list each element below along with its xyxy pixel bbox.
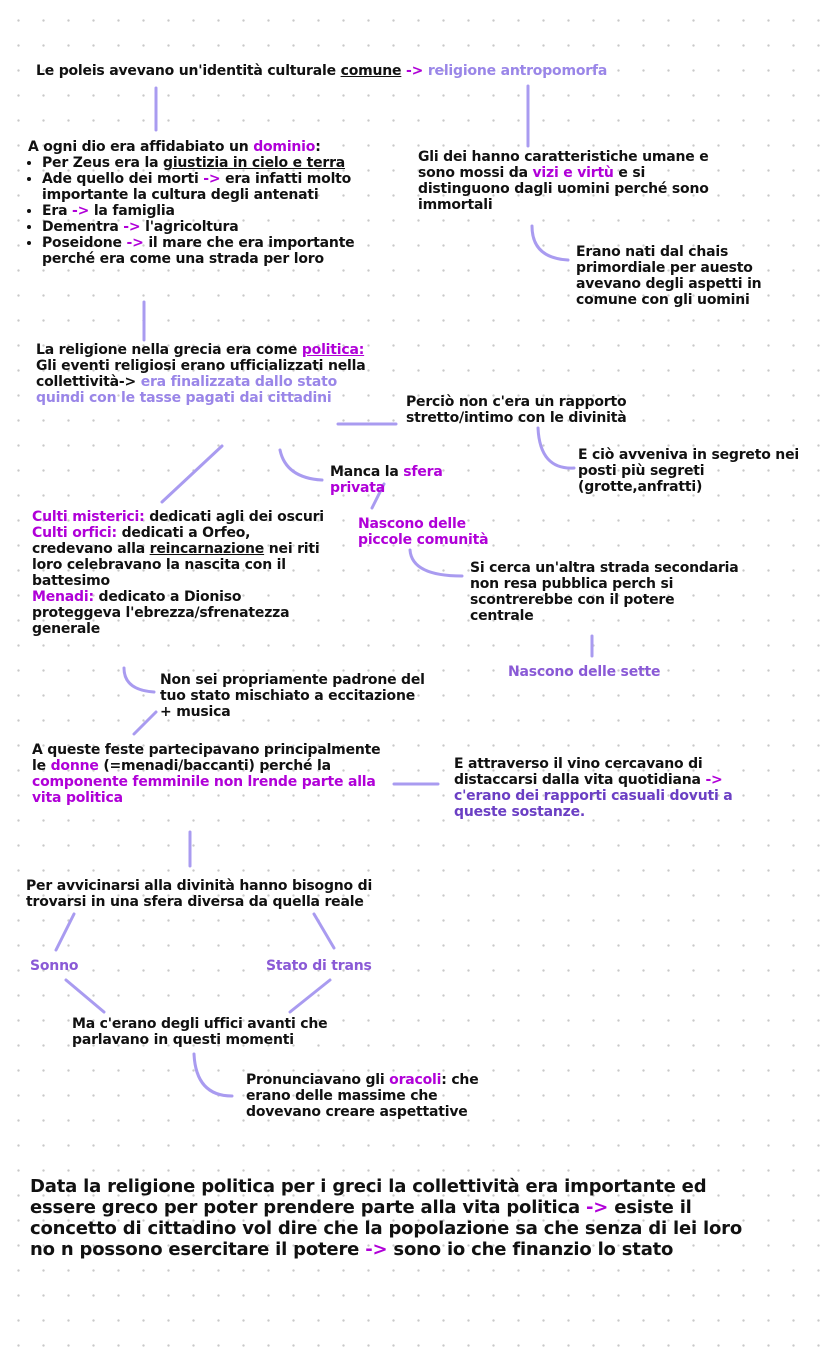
text: dedicati agli dei oscuri (144, 509, 324, 525)
text: esiste il concetto di cittadino vol dire che la popolazione sa che senza di lei loro no n possono esercitare il potere (30, 1197, 743, 1260)
note-padrone: Non sei propriamente padrone del tuo stato mischiato a eccitazione + musica (160, 672, 425, 720)
text: Per Zeus era la (42, 155, 163, 171)
list-item (42, 235, 378, 267)
keyword-oracoli: oracoli (389, 1072, 442, 1088)
note-uffici: Ma c'erano degli uffici avanti che parlavano in questi momenti (72, 1016, 328, 1048)
text: : che erano delle massime che dovevano creare aspettative (246, 1072, 479, 1120)
arrow-text: -> (705, 772, 723, 788)
gods-list (28, 155, 378, 267)
note-intro (28, 139, 378, 155)
connector (66, 980, 104, 1012)
culti-orfici (32, 525, 332, 589)
menadi (32, 589, 332, 637)
highlight-text: era finalizzata dallo stato quindi con le tasse pagati dai cittadini (36, 374, 338, 406)
note-poleis (36, 63, 607, 79)
note-feste (32, 742, 397, 806)
connector (532, 226, 568, 260)
note-sfera-privata (330, 464, 443, 496)
keyword-privata: privata (330, 480, 386, 496)
connector (134, 712, 156, 734)
note-dei (418, 149, 728, 213)
keyword-vizi: vizi e virtù (532, 165, 614, 181)
note-conclusione (30, 1176, 770, 1260)
text: Era (42, 203, 72, 219)
text: l'agricoltura (140, 219, 239, 235)
text: e si distinguono dagli uomini perché sono immortali (418, 165, 709, 213)
underlined-text: giustizia in cielo e terra (163, 155, 346, 171)
text: Ade quello dei morti (42, 171, 204, 187)
arrow-text: -> (586, 1197, 609, 1218)
keyword-dominio: dominio (253, 139, 316, 155)
note-sfera-diversa: Per avvicinarsi alla divinità hanno bisogno di trovarsi in una sfera diversa da quella reale (26, 878, 373, 910)
text: Dementra (42, 219, 124, 235)
note-chaos: Erano nati dal chais primordiale per auesto avevano degli aspetti in comune con gli uomini (576, 244, 762, 308)
underlined-text: reincarnazione (149, 541, 265, 557)
text: nei riti loro celebravano la nascita con il battesimo (32, 541, 320, 589)
note-comunita: Nascono delle piccole comunità (358, 516, 489, 548)
note-sette: Nascono delle sette (508, 664, 661, 680)
arrow-text: -> (123, 219, 141, 235)
label-orfici: Culti orfici: (32, 525, 117, 541)
text: Poseidone (42, 235, 127, 251)
note-culti (32, 509, 332, 637)
text: E attraverso il vino cercavano di distaccarsi dalla vita quotidiana (454, 756, 706, 788)
text: Pronunciavano gli (246, 1072, 390, 1088)
text-line (36, 342, 366, 358)
note-segreto: E ciò avveniva in segreto nei posti più segreti (grotte,anfratti) (578, 447, 799, 495)
text: : (315, 139, 321, 155)
note-oracoli (246, 1072, 486, 1120)
list-item (42, 203, 378, 219)
keyword-politica: politica: (301, 342, 365, 358)
connector (194, 1054, 232, 1096)
arrow-text: -> (365, 1239, 388, 1260)
highlight-text: religione antropomorfa (427, 63, 608, 79)
highlight-text: componente femminile non lrende parte alla vita politica (32, 774, 376, 806)
text: Data la religione politica per i greci la collettività era importante ed essere greco per poter prendere parte alla vita politica (30, 1176, 707, 1218)
connector (56, 914, 74, 950)
connector (538, 428, 574, 468)
label-misterici: Culti misterici: (32, 509, 145, 525)
connector (162, 446, 222, 502)
connector (280, 450, 322, 480)
text-line (36, 358, 366, 406)
note-text: Le poleis avevano un'identità culturale (36, 63, 341, 79)
text: La religione nella grecia era come (36, 342, 302, 358)
connector (410, 550, 462, 576)
underlined-text: comune (340, 63, 402, 79)
text: dedicati a Orfeo, credevano alla (32, 525, 251, 557)
list-item (42, 155, 378, 171)
keyword-donne: donne (50, 758, 99, 774)
arrow-text: -> (203, 171, 221, 187)
text-line (330, 464, 443, 480)
label-menadi: Menadi: (32, 589, 94, 605)
note-trans: Stato di trans (266, 958, 372, 974)
note-sonno: Sonno (30, 958, 79, 974)
arrow-text: -> (126, 235, 144, 251)
arrow-text: -> (72, 203, 90, 219)
text: Gli eventi religiosi erano ufficializzati nella collettività-> (36, 358, 366, 390)
note-rapporto: Perciò non c'era un rapporto stretto/intimo con le divinità (406, 394, 627, 426)
highlight-text: c'erano dei rapporti casuali dovuti a queste sostanze. (454, 788, 733, 820)
text: Manca la (330, 464, 404, 480)
connector (290, 980, 330, 1012)
text: era infatti molto importante la cultura degli antenati (42, 171, 352, 203)
text: dedicato a Dioniso proteggeva l'ebrezza/sfrenatezza generale (32, 589, 290, 637)
text: A ogni dio era affidabiato un (28, 139, 254, 155)
text: sono io che finanzio lo stato (387, 1239, 674, 1260)
note-strada-secondaria: Si cerca un'altra strada secondaria non resa pubblica perch si scontrerebbe con il potere centrale (470, 560, 739, 624)
list-item (42, 219, 378, 235)
list-item (42, 171, 378, 203)
connector (314, 914, 334, 948)
note-religione-politica (36, 342, 366, 406)
connector (124, 668, 154, 692)
culti-misterici (32, 509, 332, 525)
arrow-text: -> (401, 63, 428, 79)
text: Gli dei hanno caratteristiche umane e sono mossi da (418, 149, 709, 181)
text: il mare che era importante perché era come una strada per loro (42, 235, 355, 267)
note-vino (454, 756, 754, 820)
text: (=menadi/baccanti) perché la (98, 758, 331, 774)
keyword-sfera: sfera (403, 464, 443, 480)
text: A queste feste partecipavano principalmente le (32, 742, 381, 774)
text: la famiglia (89, 203, 175, 219)
note-dominio (28, 139, 378, 267)
